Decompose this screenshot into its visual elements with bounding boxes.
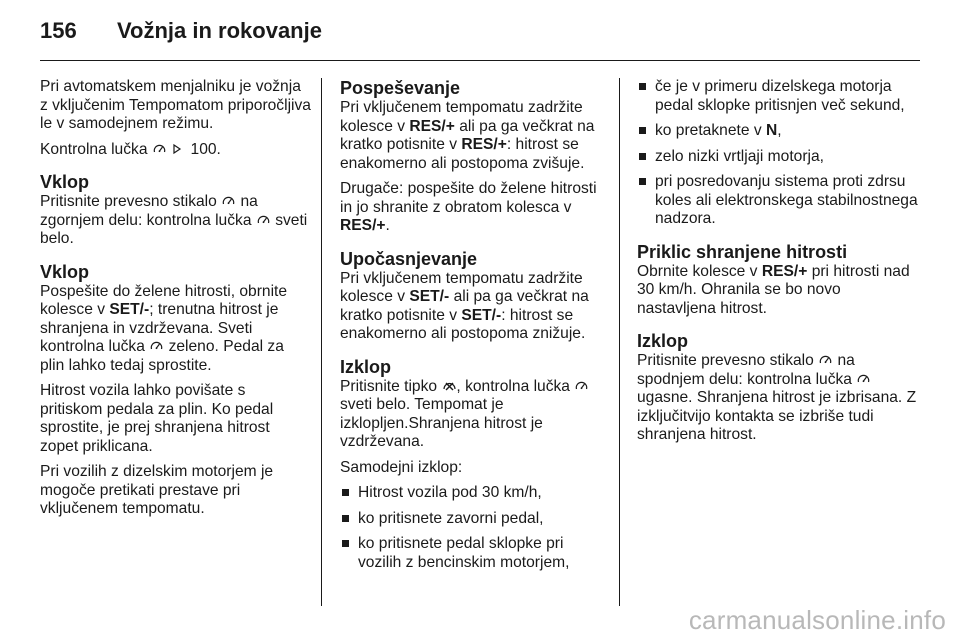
heading-vklop: Vklop (40, 172, 90, 192)
column-right (637, 78, 919, 452)
text: ali pa ga večkrat na kratko potisnite v (340, 288, 589, 324)
auto-off-list (340, 484, 610, 572)
list-item: pri posredovanju sistema proti zdrsu koles ali elektronskega stabilnostnega nadzora. (637, 173, 919, 229)
list-item: ko pritisnete pedal sklopke pri vozilih z bencinskim motorjem, (340, 535, 610, 572)
heading-vklop-2: Vklop (40, 261, 90, 282)
control-label-set: SET/- (409, 288, 450, 305)
text: Drugače: pospešite do želene hitrosti in jo shranite z obratom kolesca v (340, 180, 597, 216)
heading-izklop: Izklop (340, 356, 392, 377)
cruise-control-icon (857, 372, 870, 386)
text: , (777, 122, 782, 139)
heading-upocasnjevanje: Upočasnjevanje (340, 248, 478, 269)
cruise-cancel-icon (442, 379, 455, 393)
control-label-set: SET/- (109, 301, 150, 318)
column-left (40, 78, 312, 526)
samodejni-label: Samodejni izklop: (340, 458, 463, 476)
page-header (0, 0, 960, 62)
text: na spodnjem delu: kontrolna lučka (637, 352, 855, 388)
dizel-paragraph: Pri vozilih z dizelskim motorjem je mogoče pretikati prestave pri vključenem tempomatu. (40, 463, 274, 517)
control-label-res: RES/+ (461, 136, 507, 153)
text: na zgornjem delu: kontrolna lučka (40, 193, 258, 229)
pospesevanje-paragraph (340, 99, 610, 173)
cruise-control-icon (150, 339, 163, 353)
page-number: 156 (40, 18, 77, 43)
control-label-res: RES/+ (340, 217, 386, 234)
text: Pritisnite prevesno stikalo (40, 193, 217, 210)
heading-izklop-2: Izklop (637, 331, 689, 351)
text: : hitrost se enakomerno ali postopoma zvišuje. (340, 136, 585, 172)
text: Obrnite kolesce v (637, 262, 758, 280)
text: ali pa ga večkrat na kratko potisnite v (340, 117, 595, 153)
cruise-control-icon (222, 194, 235, 208)
page-title: Vožnja in rokovanje (117, 18, 322, 43)
text: Pritisnite tipko (340, 377, 438, 395)
control-label-set: SET/- (461, 306, 502, 324)
vklop-paragraph (40, 193, 312, 249)
column-middle (340, 78, 610, 579)
upocasnjevanje-paragraph (340, 270, 610, 344)
list-item: zelo nizki vrtljaji motorja, (637, 148, 919, 167)
vklop-2-paragraph (40, 283, 312, 376)
text: Pospešite do želene hitrosti, obrnite kolesce v (40, 282, 288, 318)
text: Pri vključenem tempomatu zadržite kolesce v (340, 269, 583, 305)
text: Pritisnite prevesno stikalo (637, 352, 814, 369)
izklop-paragraph (340, 378, 610, 452)
column-divider (619, 78, 620, 606)
control-label-res: RES/+ (409, 117, 455, 135)
cruise-control-icon (257, 213, 270, 227)
list-item: Hitrost vozila pod 30 km/h, (340, 484, 610, 503)
lamp-reference (40, 141, 312, 160)
lamp-reference-text: Kontrolna lučka (40, 140, 148, 158)
drugace-paragraph (340, 180, 610, 236)
hitrost-paragraph: Hitrost vozila lahko povišate s pritiskom pedala za plin. Ko pedal sprostite, je prej shranjena hitrost zopet priklicana. (40, 382, 274, 455)
text: sveti belo. (40, 211, 308, 247)
cruise-control-icon (575, 379, 588, 393)
page-reference-icon (172, 142, 185, 156)
gear-label-n: N (765, 122, 778, 139)
text: sveti belo. Tempomat je izklopljen.Shranjena hitrost je vzdrževana. (340, 396, 543, 450)
column-divider (321, 78, 322, 606)
cruise-control-icon (153, 142, 166, 156)
list-item: ko pritisnete zavorni pedal, (340, 510, 610, 529)
watermark: carmanualsonline.info (688, 605, 946, 635)
list-item: če je v primeru dizelskega motorja pedal sklopke pritisnjen več sekund, (637, 78, 919, 115)
text: ko pretaknete v (655, 122, 762, 139)
list-item (637, 122, 919, 141)
izklop-2-paragraph (637, 352, 919, 445)
text: Pri vključenem tempomatu zadržite kolesce v (340, 99, 583, 135)
auto-off-list-continued (637, 78, 919, 229)
text: , kontrolna lučka (456, 377, 570, 395)
page-reference-number: 100. (190, 140, 221, 158)
control-label-res: RES/+ (761, 262, 808, 280)
text: : hitrost se enakomerno ali postopoma znižuje. (340, 306, 586, 342)
heading-pospesevanje: Pospeševanje (340, 78, 461, 98)
text: . (385, 217, 390, 234)
intro-paragraph: Pri avtomatskem menjalniku je vožnja z vključenim Tempomatom priporočljiva le v samodejnem režimu. (40, 78, 311, 132)
priklic-paragraph (637, 263, 919, 319)
header-rule (40, 60, 920, 61)
text: ; trenutna hitrost je shranjena in vzdrževana. Sveti kontrolna lučka (40, 301, 279, 355)
text: pri hitrosti nad 30 km/h. Ohranila se bo novo nastavljena hitrost. (637, 262, 910, 317)
text: zeleno. Pedal za plin lahko tedaj sprostite. (40, 338, 284, 374)
heading-priklic: Priklic shranjene hitrosti (637, 241, 848, 262)
cruise-control-icon (819, 353, 832, 367)
text: ugasne. Shranjena hitrost je izbrisana. Z izključitvijo kontakta se izbriše tudi shranjena hitrost. (637, 389, 917, 443)
